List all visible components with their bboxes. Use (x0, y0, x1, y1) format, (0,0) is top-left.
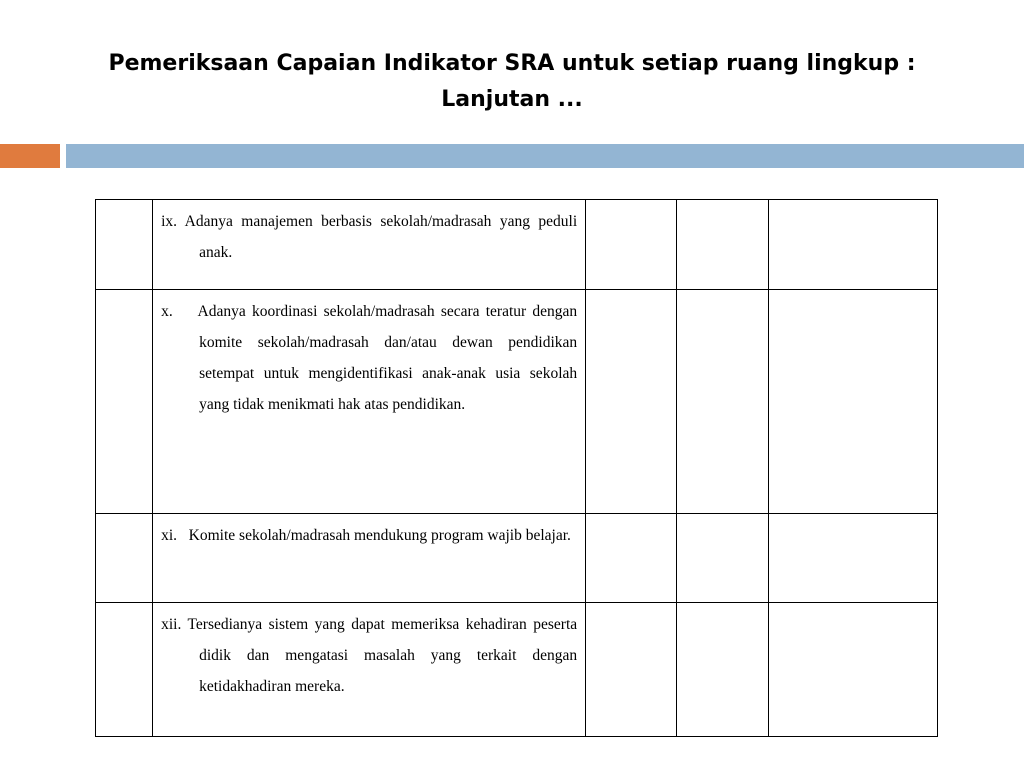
notes-cell (768, 514, 937, 603)
check-cell (586, 603, 677, 737)
check-cell (586, 200, 677, 290)
check-cell (677, 603, 768, 737)
indicator-text: ix. Adanya manajemen berbasis sekolah/madrasah yang peduli anak. (161, 213, 578, 261)
indicator-text: xii. Tersedianya sistem yang dapat memeriksa kehadiran peserta didik dan mengatasi masalah yang terkait dengan ketidakhadiran mereka. (161, 616, 578, 695)
accent-bar-orange (0, 144, 60, 168)
slide-title (60, 46, 964, 118)
accent-bar-blue (66, 144, 1024, 168)
indicator-text: xi. Komite sekolah/madrasah mendukung program wajib belajar. (161, 527, 571, 544)
table-row (96, 514, 938, 603)
table-row (96, 603, 938, 737)
check-cell (677, 514, 768, 603)
check-cell (677, 200, 768, 290)
check-cell (586, 514, 677, 603)
check-cell (677, 290, 768, 514)
row-number-cell (96, 200, 153, 290)
indicator-cell (153, 603, 586, 737)
table-row (96, 290, 938, 514)
table-row (96, 200, 938, 290)
row-number-cell (96, 290, 153, 514)
slide-title-line-2: Lanjutan ... (441, 87, 583, 112)
notes-cell (768, 603, 937, 737)
row-number-cell (96, 514, 153, 603)
notes-cell (768, 290, 937, 514)
slide-title-line-1: Pemeriksaan Capaian Indikator SRA untuk setiap ruang lingkup : (108, 51, 916, 76)
notes-cell (768, 200, 937, 290)
indicator-cell (153, 290, 586, 514)
check-cell (586, 290, 677, 514)
indicator-cell (153, 200, 586, 290)
indicator-text: x. Adanya koordinasi sekolah/madrasah secara teratur dengan komite sekolah/madrasah dan/atau dewan pendidikan setempat untuk mengidentifikasi anak-anak usia sekolah yang tidak menikmati hak atas pendidikan. (161, 303, 578, 413)
indicator-cell (153, 514, 586, 603)
row-number-cell (96, 603, 153, 737)
indicator-table (95, 199, 938, 737)
